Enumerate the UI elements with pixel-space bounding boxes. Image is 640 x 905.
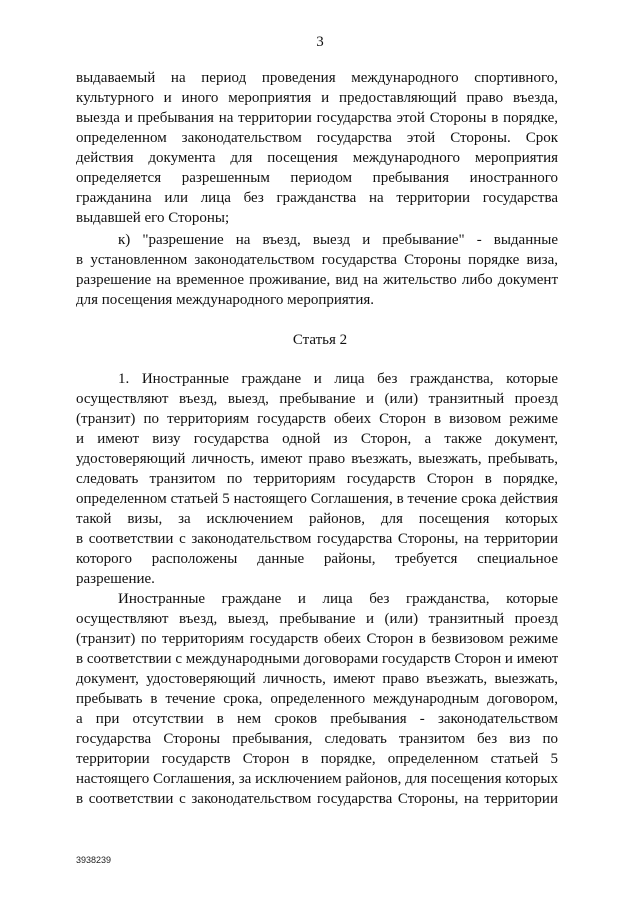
- text-line: выдаваемый на период проведения международного спортивного,: [76, 70, 558, 86]
- text-line: территории государств Сторон в порядке, определенном статьей 5: [76, 751, 558, 767]
- text-line: в соответствии с международными договорами государств Сторон и имеют: [76, 651, 558, 667]
- text-line: выдавшей его Стороны;: [76, 210, 230, 226]
- text-line: которого расположены данные районы, требуется специальное: [76, 551, 558, 567]
- article-heading: Статья 2: [292, 332, 348, 348]
- page-number: 3: [316, 34, 324, 50]
- text-line: определенном статьей 5 настоящего Соглашения, в течение срока действия: [76, 491, 558, 507]
- text-line: в соответствии с законодательством государства Стороны, на территории: [76, 791, 558, 807]
- text-line: удостоверяющий личность, имеют право въезжать, выезжать, пребывать,: [76, 451, 558, 467]
- text-line: и имеют визу государства одной из Сторон, а также документ,: [76, 431, 558, 447]
- text-line: действия документа для посещения международного мероприятия: [76, 150, 558, 166]
- text-line: а при отсутствии в нем сроков пребывания - законодательством: [76, 711, 558, 727]
- text-line: разрешение.: [76, 571, 155, 587]
- text-line: определенном законодательством государства этой Стороны. Срок: [76, 130, 558, 146]
- text-line: гражданина или лица без гражданства на территории государства: [76, 190, 558, 206]
- text-line: разрешение на временное проживание, вид на жительство либо документ: [76, 272, 558, 288]
- text-line: пребывать в течение срока, определенного международным договором,: [76, 691, 558, 707]
- text-line: в установленном законодательством государства Стороны порядке виза,: [76, 252, 558, 268]
- text-line: государства Стороны пребывания, следовать транзитом без виз по: [76, 731, 558, 747]
- document-code: 3938239: [76, 855, 112, 865]
- text-line: 1. Иностранные граждане и лица без гражданства, которые: [118, 371, 558, 387]
- text-line: к) "разрешение на въезд, выезд и пребывание" - выданные: [118, 232, 558, 248]
- text-line: настоящего Соглашения, за исключением районов, для посещения которых: [76, 771, 558, 787]
- text-line: в соответствии с законодательством государства Стороны, на территории: [76, 531, 558, 547]
- text-line: осуществляют въезд, выезд, пребывание и (или) транзитный проезд: [76, 611, 558, 627]
- text-line: такой визы, за исключением районов, для посещения которых: [76, 511, 558, 527]
- text-line: следовать транзитом по территориям государств Сторон в порядке,: [76, 471, 558, 487]
- text-line: (транзит) по территориям государств обеих Сторон в безвизовом режиме: [76, 631, 558, 647]
- text-line: для посещения международного мероприятия.: [76, 292, 375, 308]
- text-line: осуществляют въезд, выезд, пребывание и (или) транзитный проезд: [76, 391, 558, 407]
- text-line: культурного и иного мероприятия и предоставляющий право въезда,: [76, 90, 558, 106]
- text-line: Иностранные граждане и лица без гражданства, которые: [118, 591, 558, 607]
- text-line: определяется разрешенным периодом пребывания иностранного: [76, 170, 558, 186]
- text-line: (транзит) по территориям государств обеих Сторон в визовом режиме: [76, 411, 558, 427]
- text-line: документ, удостоверяющий личность, имеют право въезжать, выезжать,: [76, 671, 558, 687]
- text-line: выезда и пребывания на территории государства этой Стороны в порядке,: [76, 110, 558, 126]
